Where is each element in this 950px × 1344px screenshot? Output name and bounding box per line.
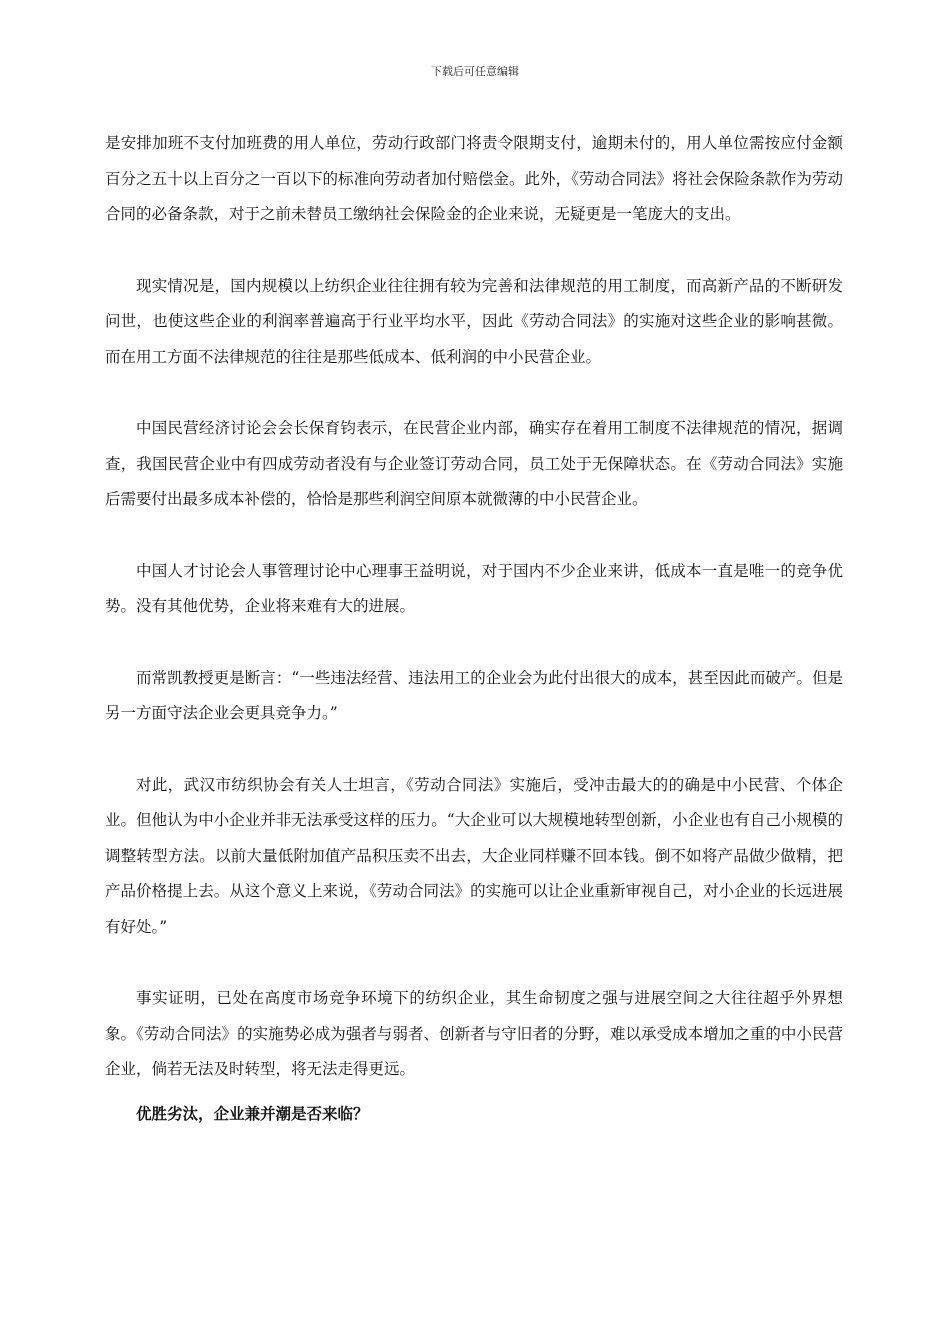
paragraph: 中国民营经济讨论会会长保育钧表示，在民营企业内部，确实存在着用工制度不法律规范的情况，据调查，我国民营企业中有四成劳动者没有与企业签订劳动合同，员工处于无保障状态。在《劳动合同法》实施后需要付出最多成本补偿的，恰恰是那些利润空间原本就微薄的中小民营企业。	[105, 419, 843, 508]
page-header: 下载后可任意编辑	[431, 65, 519, 78]
paragraph: 而常凯教授更是断言：“一些违法经营、违法用工的企业会为此付出很大的成本，甚至因此而破产。但是另一方面守法企业会更具竞争力。”	[105, 668, 843, 722]
section-heading: 优胜劣汰，企业兼并潮是否来临？	[136, 1103, 369, 1123]
paragraph-continuation: 是安排加班不支付加班费的用人单位，劳动行政部门将责令限期支付，逾期未付的，用人单位需按应付金额百分之五十以上百分之一百以下的标准向劳动者加付赔偿金。此外，《劳动合同法》将社会保险条款作为劳动合同的必备条款，对于之前未替员工缴纳社会保险金的企业来说，无疑更是一笔庞大的支出。	[105, 134, 843, 223]
paragraph: 中国人才讨论会人事管理讨论中心理事王益明说，对于国内不少企业来讲，低成本一直是唯一的竞争优势。没有其他优势，企业将来难有大的进展。	[105, 561, 843, 615]
paragraph: 现实情况是，国内规模以上纺织企业往往拥有较为完善和法律规范的用工制度，而高新产品的不断研发问世，也使这些企业的利润率普遍高于行业平均水平，因此《劳动合同法》的实施对这些企业的影响甚微。而在用工方面不法律规范的往往是那些低成本、低利润的中小民营企业。	[105, 276, 843, 366]
paragraph: 对此，武汉市纺织协会有关人士坦言，《劳动合同法》实施后，受冲击最大的的确是中小民营、个体企业。但他认为中小企业并非无法承受这样的压力。“大企业可以大规模地转型创新，小企业也有自己小规模的调整转型方法。以前大量低附加值产品积压卖不出去，大企业同样赚不回本钱。倒不如将产品做少做精，把产品价格提上去。从这个意义上来说，《劳动合同法》的实施可以让企业重新审视自己，对小企业的长远进展有好处。”	[105, 775, 843, 936]
document-body	[105, 126, 843, 1131]
paragraph: 事实证明，已处在高度市场竞争环境下的纺织企业，其生命韧度之强与进展空间之大往往超乎外界想象。《劳动合同法》的实施势必成为强者与弱者、创新者与守旧者的分野，难以承受成本增加之重的中小民营企业，倘若无法及时转型，将无法走得更远。	[105, 989, 843, 1078]
